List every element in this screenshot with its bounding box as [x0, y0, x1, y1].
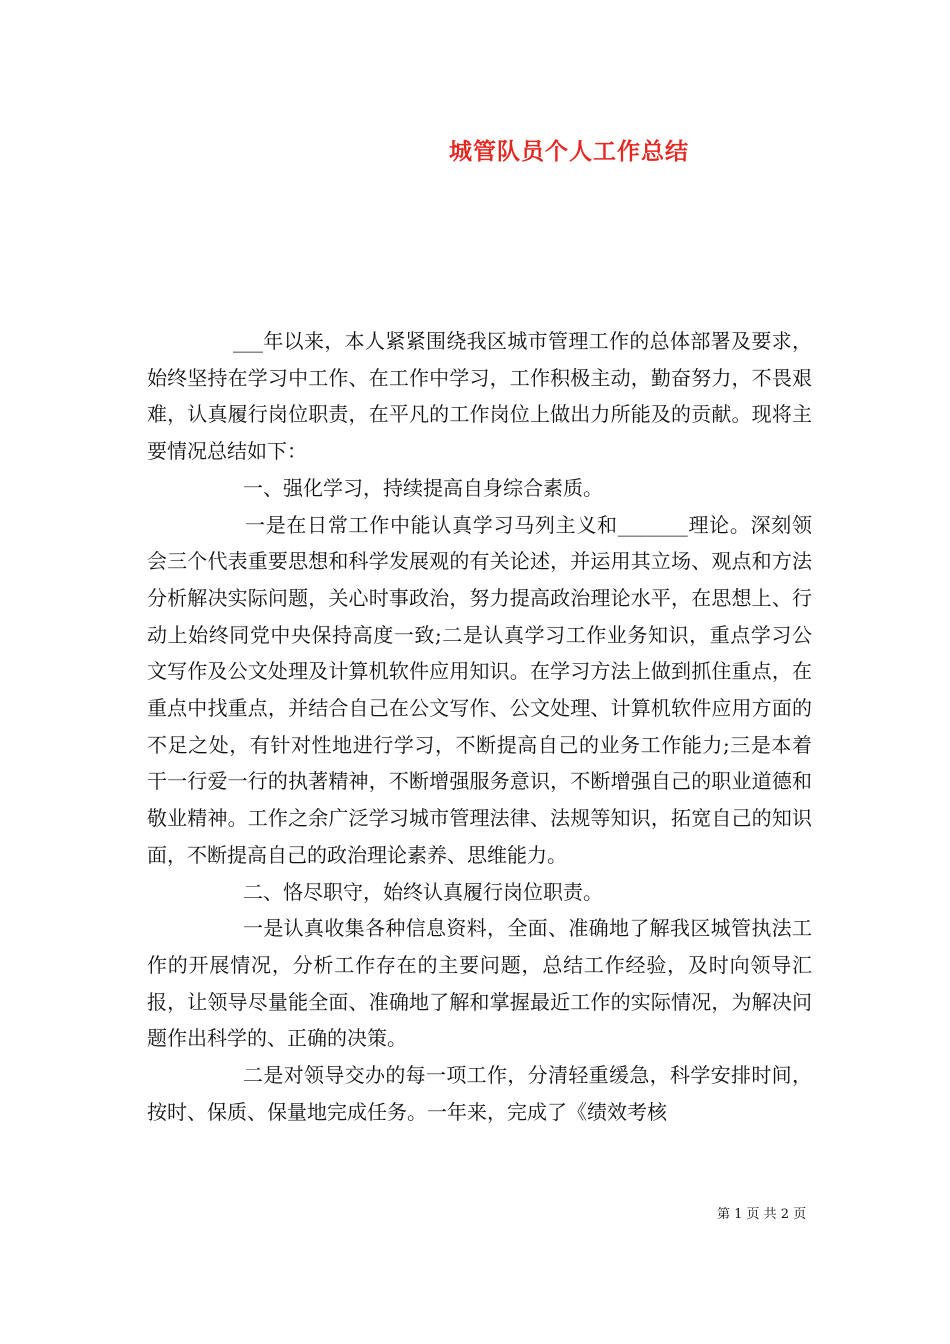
- page-number: 第 1 页 共 2 页: [717, 1207, 807, 1222]
- paragraph-study: 一是在日常工作中能认真学习马列主义和_______理论。深刻领会三个代表重要思想和科学发展观的有关论述，并运用其立场、观点和方法分析解决实际问题，关心时事政治，努力提高政治理论水平，在思想上、行动上始终同党中央保持高度一致;二是认真学习工作业务知识，重点学习公文写作及公文处理及计算机软件应用知识。在学习方法上做到抓住重点，在重点中找重点，并结合自己在公文写作、公文处理、计算机软件应用方面的不足之处，有针对性地进行学习，不断提高自己的业务工作能力;三是本着干一行爱一行的执著精神，不断增强服务意识，不断增强自己的职业道德和敬业精神。工作之余广泛学习城市管理法律、法规等知识，拓宽自己的知识面，不断提高自己的政治理论素养、思维能力。: [147, 512, 812, 867]
- section-heading-2: 二、恪尽职守，始终认真履行岗位职责。: [243, 879, 603, 904]
- document-title: 城管队员个人工作总结: [449, 138, 689, 165]
- paragraph-duty-1: 一是认真收集各种信息资料，全面、准确地了解我区城管执法工作的开展情况，分析工作存在的主要问题，总结工作经验，及时向领导汇报，让领导尽量能全面、准确地了解和掌握最近工作的实际情况，为解决问题作出科学的、正确的决策。: [147, 916, 812, 1051]
- paragraph-intro: ___年以来，本人紧紧围绕我区城市管理工作的总体部署及要求，始终坚持在学习中工作、在工作中学习，工作积极主动，勤奋努力，不畏艰难，认真履行岗位职责，在平凡的工作岗位上做出力所能及的贡献。现将主要情况总结如下：: [147, 329, 812, 464]
- section-heading-1: 一、强化学习，持续提高自身综合素质。: [243, 475, 603, 500]
- document-body: [147, 323, 812, 1130]
- paragraph-duty-2: 二是对领导交办的每一项工作，分清轻重缓急，科学安排时间，按时、保质、保量地完成任务。一年来，完成了《绩效考核: [147, 1063, 812, 1124]
